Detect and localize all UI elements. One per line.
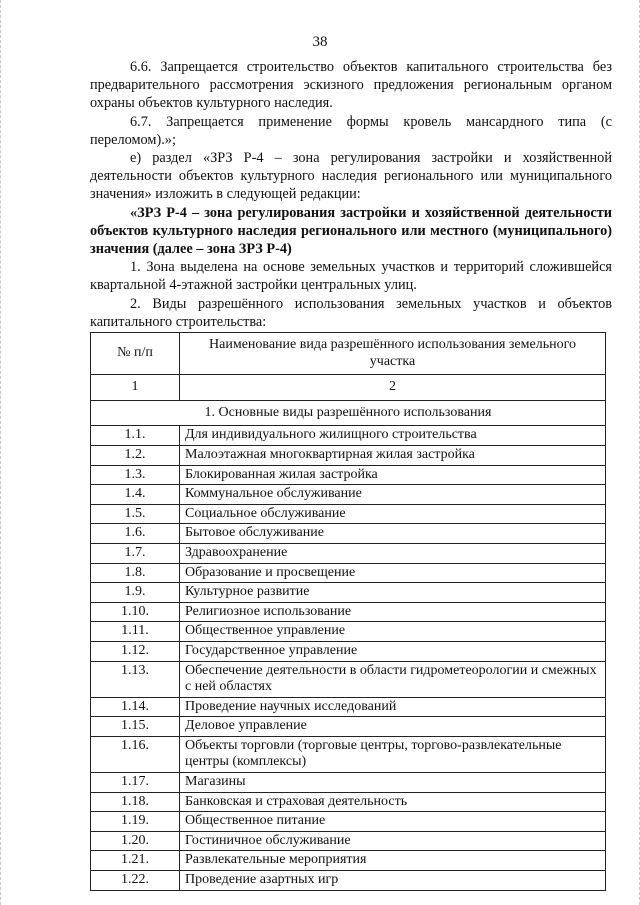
paragraph: е) раздел «ЗРЗ Р-4 – зона регулирования застройки и хозяйственной деятельности объектов культурного наследия регионального или муниципального значения» изложить в следующей редакции: [90, 150, 612, 203]
table-row [91, 661, 606, 697]
row-number: 1.19. [91, 812, 180, 832]
row-use-name: Проведение азартных игр [180, 871, 606, 891]
row-use-name: Религиозное использование [180, 602, 606, 622]
row-number: 1.2. [91, 445, 180, 465]
row-number: 1.13. [91, 661, 180, 697]
body-text [90, 58, 612, 331]
table-row [91, 524, 606, 544]
row-number: 1.6. [91, 524, 180, 544]
table-row [91, 563, 606, 583]
row-use-name: Банковская и страховая деятельность [180, 792, 606, 812]
table-row [91, 583, 606, 603]
row-number: 1.17. [91, 773, 180, 793]
row-use-name: Здравоохранение [180, 543, 606, 563]
table-body [91, 426, 606, 890]
row-use-name: Коммунальное обслуживание [180, 485, 606, 505]
row-use-name: Культурное развитие [180, 583, 606, 603]
paragraph: 2. Виды разрешённого использования земельных участков и объектов капитального строительства: [90, 295, 612, 330]
row-use-name: Деловое управление [180, 717, 606, 737]
table-row [91, 812, 606, 832]
row-use-name: Обеспечение деятельности в области гидрометеорологии и смежных с ней областях [180, 661, 606, 697]
header-name: Наименование вида разрешённого использования земельного участка [180, 333, 606, 375]
row-number: 1.4. [91, 485, 180, 505]
table-row [91, 773, 606, 793]
row-use-name: Гостиничное обслуживание [180, 831, 606, 851]
paragraph: 1. Зона выделена на основе земельных участков и территорий сложившейся квартальной 4-этажной застройки центральных улиц. [90, 259, 612, 294]
row-number: 1.20. [91, 831, 180, 851]
table-row [91, 697, 606, 717]
table-header-row [91, 333, 606, 375]
row-number: 1.10. [91, 602, 180, 622]
row-use-name: Государственное управление [180, 641, 606, 661]
table-row [91, 543, 606, 563]
table-row [91, 717, 606, 737]
table-row [91, 622, 606, 642]
row-use-name: Общественное питание [180, 812, 606, 832]
row-number: 1.12. [91, 641, 180, 661]
section-title: 1. Основные виды разрешённого использования [91, 400, 606, 426]
row-number: 1.11. [91, 622, 180, 642]
row-use-name: Развлекательные мероприятия [180, 851, 606, 871]
header-num: № п/п [91, 333, 180, 375]
table-row [91, 792, 606, 812]
row-use-name: Объекты торговли (торговые центры, торгово-развлекательные центры (комплексы) [180, 736, 606, 772]
column-number-row [91, 375, 606, 401]
row-use-name: Бытовое обслуживание [180, 524, 606, 544]
column-number-1: 1 [91, 375, 180, 401]
table-row [91, 851, 606, 871]
row-number: 1.18. [91, 792, 180, 812]
row-use-name: Блокированная жилая застройка [180, 465, 606, 485]
row-use-name: Образование и просвещение [180, 563, 606, 583]
row-use-name: Малоэтажная многоквартирная жилая застройка [180, 445, 606, 465]
table-row [91, 504, 606, 524]
table-row [91, 485, 606, 505]
table-row [91, 736, 606, 772]
table-row [91, 445, 606, 465]
row-number: 1.16. [91, 736, 180, 772]
row-use-name: Для индивидуального жилищного строительства [180, 426, 606, 446]
page-number: 38 [312, 34, 328, 50]
table-row [91, 602, 606, 622]
table-row [91, 426, 606, 446]
row-use-name: Магазины [180, 773, 606, 793]
paragraph: «ЗРЗ Р-4 – зона регулирования застройки и хозяйственной деятельности объектов культурного наследия регионального или местного (муниципального) значения (далее – зона ЗРЗ Р-4) [90, 204, 612, 258]
row-use-name: Социальное обслуживание [180, 504, 606, 524]
table-row [91, 831, 606, 851]
row-number: 1.1. [91, 426, 180, 446]
paragraph: 6.6. Запрещается строительство объектов капитального строительства без предварительного рассмотрения эскизного предложения региональным органом охраны объектов культурного наследия. [90, 59, 612, 112]
row-number: 1.9. [91, 583, 180, 603]
paragraph: 6.7. Запрещается применение формы кровель мансардного типа (с переломом).»; [90, 113, 612, 148]
row-use-name: Проведение научных исследований [180, 697, 606, 717]
table-row [91, 871, 606, 891]
row-number: 1.15. [91, 717, 180, 737]
row-number: 1.8. [91, 563, 180, 583]
row-number: 1.5. [91, 504, 180, 524]
table-row [91, 641, 606, 661]
row-number: 1.3. [91, 465, 180, 485]
section-row [91, 400, 606, 426]
row-use-name: Общественное управление [180, 622, 606, 642]
row-number: 1.14. [91, 697, 180, 717]
column-number-2: 2 [180, 375, 606, 401]
row-number: 1.22. [91, 871, 180, 891]
land-use-table [90, 332, 606, 891]
table-row [91, 465, 606, 485]
row-number: 1.7. [91, 543, 180, 563]
row-number: 1.21. [91, 851, 180, 871]
scan-edge-left [0, 0, 1, 905]
